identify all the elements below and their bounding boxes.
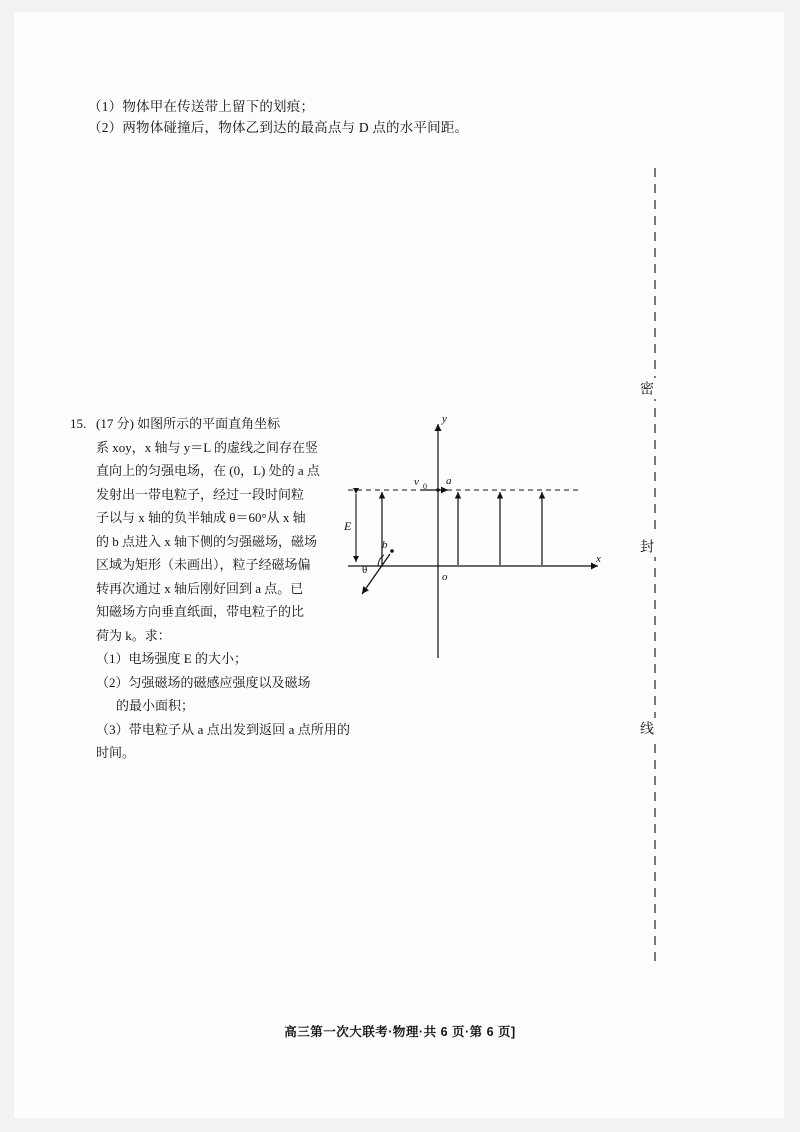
binding-text-2: 封 bbox=[637, 536, 657, 557]
svg-text:θ: θ bbox=[362, 564, 368, 576]
question-15-text-7: 转再次通过 x 轴后刚好回到 a 点。已 bbox=[96, 580, 304, 596]
top-subquestion-1: （1）物体甲在传送带上留下的划痕； bbox=[88, 99, 315, 114]
svg-text:a: a bbox=[446, 475, 452, 487]
question-15-sub-1: （1）电场强度 E 的大小； bbox=[96, 651, 247, 666]
physics-figure bbox=[330, 408, 620, 698]
svg-text:0: 0 bbox=[423, 482, 427, 491]
question-15-text-8: 知磁场方向垂直纸面，带电粒子的比 bbox=[96, 604, 305, 619]
question-15-text-5: 的 b 点进入 x 轴下侧的匀强磁场，磁场 bbox=[96, 533, 318, 549]
question-15-text-1: 系 xoy，x 轴与 y＝L 的虚线之间存在竖 bbox=[96, 439, 318, 455]
svg-text:o: o bbox=[442, 571, 448, 583]
scan-edge-top bbox=[0, 0, 800, 12]
svg-text:v: v bbox=[414, 476, 419, 488]
question-15-sub-3: （3）带电粒子从 a 点出发到返回 a 点所用的时间。 bbox=[96, 721, 350, 760]
question-15 bbox=[70, 412, 350, 765]
scan-edge-right bbox=[784, 0, 800, 1132]
question-15-text-6: 区域为矩形（未画出），粒子经磁场偏 bbox=[96, 557, 311, 572]
question-15-sub-2: （2）匀强磁场的磁感应强度以及磁场 bbox=[96, 674, 311, 690]
question-15-body bbox=[96, 412, 350, 765]
question-15-text-0: 如图所示的平面直角坐标 bbox=[137, 416, 281, 431]
question-15-text-9: 荷为 k。求： bbox=[96, 627, 171, 643]
scan-edge-left bbox=[0, 0, 14, 1132]
top-subquestion-2: （2）两物体碰撞后，物体乙到达的最高点与 D 点的水平间距。 bbox=[88, 120, 469, 135]
binding-dashed-line bbox=[648, 168, 662, 968]
question-15-text-4: 子以与 x 轴的负半轴成 θ＝60°从 x 轴 bbox=[96, 510, 306, 525]
svg-text:E: E bbox=[344, 519, 352, 533]
binding-text-3: 线 bbox=[637, 718, 657, 739]
page-footer: 高三第一次大联考·物理·共 6 页·第 6 页] bbox=[284, 1025, 516, 1039]
svg-text:b: b bbox=[382, 539, 388, 551]
question-15-text-3: 发射出一带电粒子，经过一段时间粒 bbox=[96, 486, 305, 502]
question-15-line-0 bbox=[96, 412, 350, 436]
question-15-number: 15. bbox=[70, 416, 87, 431]
question-15-text-2: 直向上的匀强电场，在 (0，L) 处的 a 点 bbox=[96, 463, 320, 478]
top-subquestions bbox=[88, 96, 608, 138]
binding-text-1: 密 bbox=[637, 378, 657, 399]
question-15-score: (17 分) bbox=[96, 416, 134, 431]
scan-edge-bottom bbox=[0, 1118, 800, 1132]
question-15-sub-2b: 的最小面积； bbox=[116, 698, 195, 713]
svg-text:y: y bbox=[442, 413, 447, 425]
svg-text:x: x bbox=[596, 553, 601, 565]
